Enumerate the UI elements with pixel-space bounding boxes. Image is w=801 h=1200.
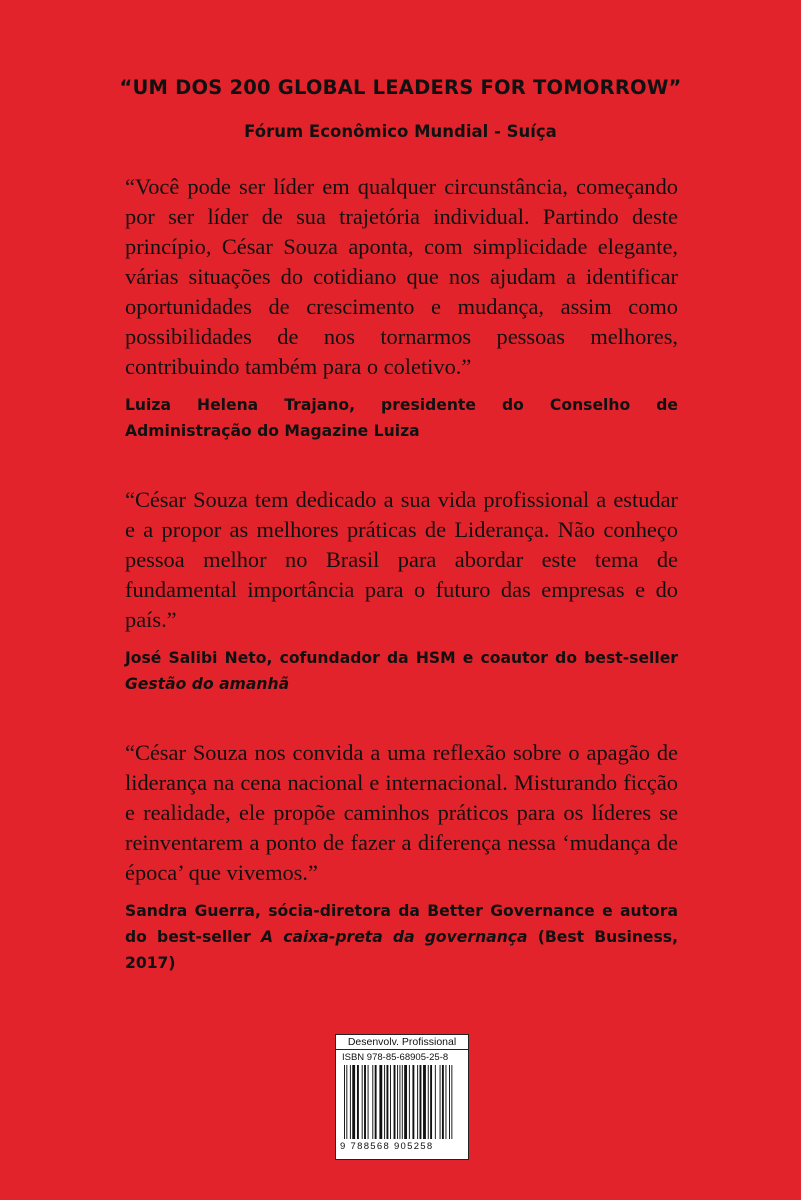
blurb-attribution — [125, 645, 678, 697]
barcode-bar — [368, 1065, 369, 1139]
barcode-bar — [346, 1065, 347, 1139]
barcode-bar — [428, 1065, 429, 1139]
barcode-box — [335, 1034, 469, 1160]
barcode-bar — [404, 1065, 407, 1139]
barcode-bar — [409, 1065, 410, 1139]
barcode-digits: 9 788568 905258 — [340, 1141, 434, 1152]
barcode-bar — [420, 1065, 422, 1139]
subhead: Fórum Econômico Mundial - Suíça — [244, 122, 557, 141]
blurb-quote: “Você pode ser líder em qualquer circunstância, começando por ser líder de sua trajetória individual. Partindo deste princípio, César Souza aponta, com simplicidade elegante, várias situações do cotidiano que nos ajudam a identificar oportunidades de crescimento e mudança, assim como possibilidades de nos tornarmos pessoas melhores, contribuindo também para o coletivo.” — [125, 174, 678, 379]
barcode-bar — [357, 1065, 359, 1139]
blurb-attribution — [125, 392, 678, 444]
blurb-attribution — [125, 898, 678, 976]
barcode-bar — [451, 1065, 452, 1139]
barcode-bar — [344, 1065, 345, 1139]
blurb-quote: “César Souza nos convida a uma reflexão sobre o apagão de liderança na cena nacional e internacional. Misturando ficção e realidade, ele propõe caminhos práticos para os líderes se reinventarem a ponto de fazer a diferença nessa ‘mudança de época’ que vivemos.” — [125, 740, 678, 885]
barcode-bar — [372, 1065, 373, 1139]
book-title: A caixa-preta da governança — [260, 928, 528, 946]
blurb-trajano — [125, 172, 678, 444]
blurb-guerra — [125, 738, 678, 976]
attribution-text: José Salibi Neto, cofundador da HSM e coautor do best-seller — [125, 649, 678, 667]
barcode-bar — [402, 1065, 403, 1139]
barcode-bar — [352, 1065, 355, 1139]
barcode-bar — [442, 1065, 444, 1139]
book-title: Gestão do amanhã — [125, 675, 290, 693]
barcode-bar — [397, 1065, 398, 1139]
barcode-bar — [384, 1065, 385, 1139]
barcode-bar — [375, 1065, 377, 1139]
barcode-bar — [445, 1065, 446, 1139]
barcode-bar — [364, 1065, 366, 1139]
attribution-text: Sandra Guerra, sócia-diretora da Better Governance e autora do best-seller — [125, 902, 678, 946]
barcode-bar — [379, 1065, 382, 1139]
blurb-salibi — [125, 485, 678, 697]
attribution-suffix: (Best Business, 2017) — [125, 928, 678, 972]
barcode-bar — [417, 1065, 418, 1139]
barcode-bar — [423, 1065, 426, 1139]
barcode-isbn: ISBN 978-85-68905-25-8 — [342, 1052, 449, 1063]
barcode-bar — [394, 1065, 396, 1139]
barcode-bar — [440, 1065, 441, 1139]
barcode-bars-icon — [343, 1065, 463, 1141]
barcode-bar — [390, 1065, 391, 1139]
attribution-text: Luiza Helena Trajano, presidente do Conselho de Administração do Magazine Luiza — [125, 396, 678, 440]
barcode-bar — [430, 1065, 432, 1139]
barcode-bar — [449, 1065, 450, 1139]
headline: “UM DOS 200 GLOBAL LEADERS FOR TOMORROW” — [119, 76, 682, 99]
barcode-bar — [399, 1065, 400, 1139]
barcode-bar — [386, 1065, 388, 1139]
barcode-bar — [350, 1065, 351, 1139]
barcode-bar — [412, 1065, 414, 1139]
barcode-bar — [362, 1065, 363, 1139]
barcode-category: Desenvolv. Profissional — [336, 1035, 468, 1050]
blurb-quote: “César Souza tem dedicado a sua vida profissional a estudar e a propor as melhores práticas de Liderança. Não conheço pessoa melhor no Brasil para abordar este tema de fundamental importância para o futuro das empresas e do país.” — [125, 487, 678, 632]
barcode-bar — [435, 1065, 436, 1139]
